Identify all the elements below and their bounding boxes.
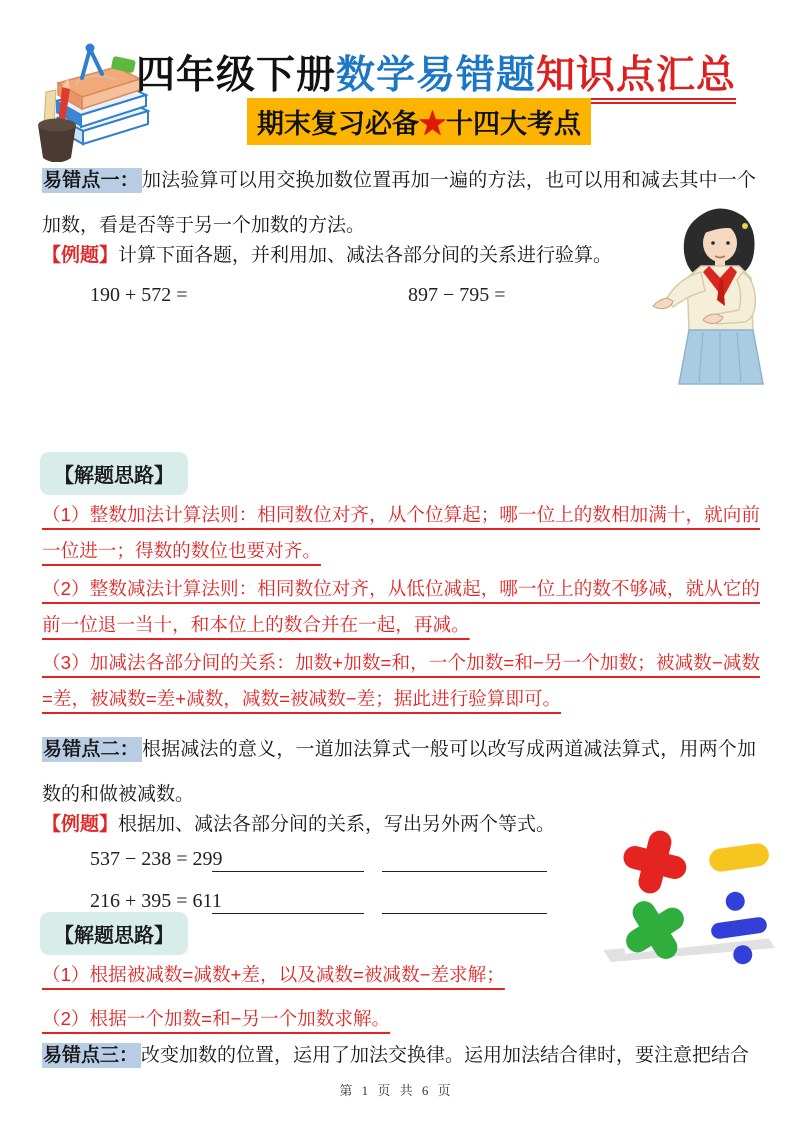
subtitle-right-text: 十四大考点 bbox=[446, 109, 581, 139]
page-number: 第 1 页 共 6 页 bbox=[339, 1083, 454, 1098]
error-point-1-body: 加法验算可以用交换加数位置再加一遍的方法，也可以用和减去其中一个加数，看是否等于另一个加数的方法。 bbox=[42, 170, 756, 236]
star-icon: ★ bbox=[419, 109, 446, 139]
error-point-3-body: 改变加数的位置，运用了加法交换律。运用加法结合律时，要注意把结合 bbox=[141, 1045, 750, 1066]
tip-item: （3）加减法各部分间的关系：加数+加数=和，一个加数=和−另一个加数；被减数−减数=差，被减数=差+减数，减数=被减数−差；据此进行验算即可。 bbox=[42, 652, 760, 709]
answer-blank bbox=[382, 912, 547, 914]
solution-tips-box-1 bbox=[40, 452, 188, 495]
answer-blank bbox=[212, 870, 364, 872]
schoolgirl-illustration bbox=[645, 198, 793, 394]
tip-item: （2）根据一个加数=和−另一个加数求解。 bbox=[42, 1008, 391, 1029]
tip-item: （1）根据被减数=减数+差，以及减数=被减数−差求解； bbox=[42, 964, 505, 985]
subtitle-banner bbox=[247, 98, 591, 145]
tip-item: （1）整数加法计算法则：相同数位对齐，从个位算起；哪一位上的数相加满十，就向前一位进一；得数的数位也要对齐。 bbox=[42, 504, 760, 561]
example-1-label: 【例题】 bbox=[42, 245, 119, 266]
error-point-3-paragraph bbox=[42, 1033, 756, 1078]
error-point-1-label: 易错点一： bbox=[42, 168, 142, 193]
solution-tips-list-1 bbox=[42, 497, 760, 719]
solution-tips-label-2: 【解题思路】 bbox=[54, 925, 174, 947]
equation-216-395: 216 + 395 = 611 bbox=[90, 890, 222, 912]
error-point-3-label: 易错点三： bbox=[42, 1043, 141, 1068]
example-1-text: 计算下面各题，并利用加、减法各部分间的关系进行验算。 bbox=[118, 245, 613, 266]
equation-897-795: 897 − 795 = bbox=[408, 284, 506, 306]
error-point-2-body: 根据减法的意义，一道加法算式一般可以改写成两道减法算式，用两个加数的和做被减数。 bbox=[42, 739, 756, 805]
page-title bbox=[136, 44, 736, 100]
solution-tips-label-1: 【解题思路】 bbox=[54, 465, 174, 487]
solution-tips-box-2 bbox=[40, 912, 188, 955]
subtitle-left-text: 期末复习必备 bbox=[257, 109, 419, 139]
answer-blank bbox=[382, 870, 547, 872]
equation-537-238: 537 − 238 = 299 bbox=[90, 848, 223, 870]
books-stationery-icon bbox=[26, 38, 152, 162]
title-suffix-underlined: 知识点汇总 bbox=[536, 54, 736, 104]
answer-blank bbox=[212, 912, 364, 914]
error-point-2-label: 易错点二： bbox=[42, 737, 142, 762]
tip-item: （2）整数减法计算法则：相同数位对齐，从低位减起，哪一位上的数不够减，就从它的前一位退一当十，和本位上的数合并在一起，再减。 bbox=[42, 578, 760, 635]
title-subject: 数学易错题 bbox=[336, 54, 537, 97]
equation-190-572: 190 + 572 = bbox=[90, 284, 188, 306]
math-symbols-illustration bbox=[597, 804, 793, 966]
title-grade: 四年级下册 bbox=[136, 54, 337, 97]
solution-tips-list-2 bbox=[42, 956, 760, 1044]
example-2-text: 根据加、减法各部分间的关系，写出另外两个等式。 bbox=[118, 814, 556, 835]
example-2-label: 【例题】 bbox=[42, 814, 119, 835]
